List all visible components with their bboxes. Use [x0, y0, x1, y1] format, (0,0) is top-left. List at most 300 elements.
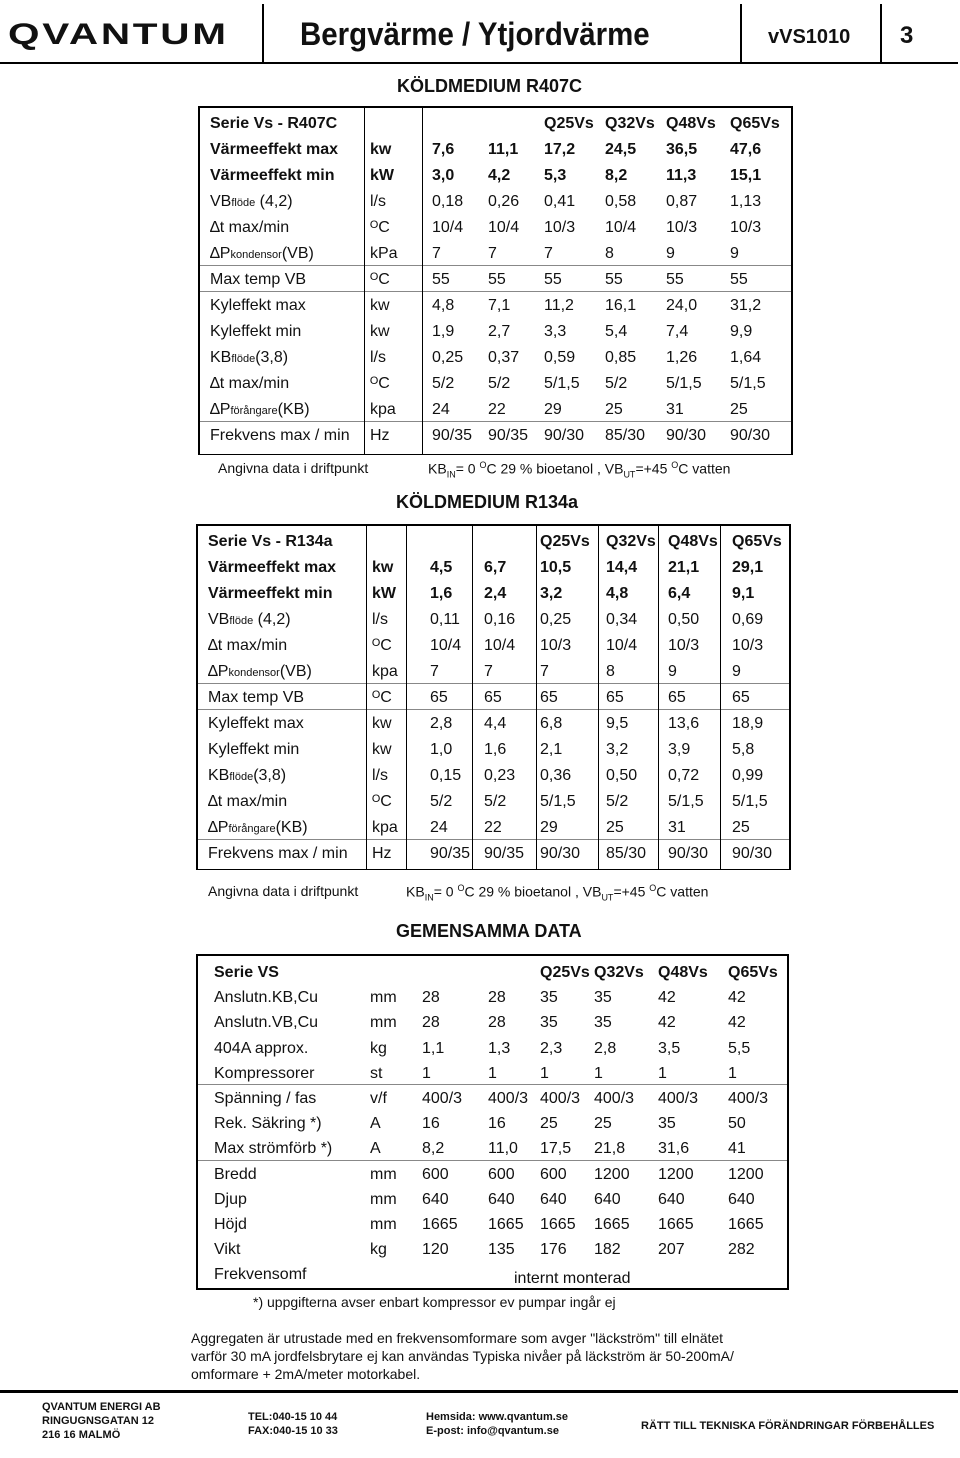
r134a-table [196, 524, 791, 870]
value-cell: 1665 [540, 1216, 576, 1233]
value-cell: 2,1 [540, 741, 563, 758]
t2-note-label: Angivna data i driftpunkt [208, 883, 359, 899]
value-cell: 25 [605, 401, 623, 418]
value-cell: 24 [432, 401, 450, 418]
row-label: Värmeeffekt max [208, 559, 337, 576]
value-cell: 4,5 [430, 559, 453, 576]
footer-address: QVANTUM ENERGI AB RINGUGNSGATAN 12 216 16 MALMÖ [42, 1401, 161, 1441]
value-cell: 1 [540, 1064, 549, 1082]
row-label: Kompressorer [214, 1064, 315, 1082]
table-row [198, 1010, 787, 1036]
value-cell: 55 [730, 271, 748, 288]
page-title: Bergvärme / Ytjordvärme [300, 16, 650, 52]
value-cell: 6,4 [668, 585, 691, 602]
row-label: Max temp VB [210, 271, 307, 288]
row-divider [200, 265, 791, 266]
value-cell: 8 [605, 245, 614, 262]
value-cell: 41 [728, 1140, 746, 1158]
row-label: ∆Pförångare(KB) [208, 819, 308, 836]
value-cell: 4,8 [606, 585, 629, 602]
value-cell: 10/3 [544, 219, 576, 236]
unit-cell: kw [372, 741, 392, 758]
row-label: Värmeeffekt max [210, 141, 339, 158]
value-cell: 21,1 [668, 559, 700, 576]
value-cell: Q48Vs [668, 533, 718, 550]
value-cell: 0,58 [605, 193, 637, 210]
value-cell: 1,9 [432, 323, 455, 340]
value-cell: 16 [422, 1115, 440, 1133]
row-label: ∆Pförångare(KB) [210, 401, 310, 418]
table-row [198, 1036, 787, 1062]
row-divider [198, 683, 789, 684]
t1-note: $KB_{IN}= 0$ $^O$C 29 % bioetanol , $VB_{UT}=+45$ $^O$C vatten [428, 460, 731, 480]
value-cell: 600 [540, 1165, 567, 1183]
value-cell: 640 [488, 1190, 515, 1208]
value-cell: 11,1 [488, 141, 519, 158]
page-header [0, 4, 958, 64]
value-cell: 10/3 [540, 637, 572, 654]
value-cell: 0,50 [606, 767, 638, 784]
row-label: ∆Pkondensor(VB) [210, 245, 314, 262]
value-cell: 1665 [422, 1216, 458, 1233]
value-cell: 3,2 [606, 741, 629, 758]
value-cell: 7 [540, 663, 549, 680]
column-divider [364, 108, 365, 454]
value-cell: 5/2 [484, 793, 507, 810]
unit-cell: kg [370, 1241, 387, 1259]
unit-cell: ᴼC [372, 637, 392, 654]
value-cell: 31,2 [730, 297, 762, 314]
value-cell: 182 [594, 1241, 621, 1259]
value-cell: 207 [658, 1241, 685, 1259]
value-cell: 3,9 [668, 741, 691, 758]
footer-web [426, 1410, 568, 1438]
table-row [200, 423, 791, 449]
value-cell: Q32Vs [605, 115, 655, 132]
value-cell: 3,5 [658, 1039, 681, 1057]
value-cell: 1 [658, 1064, 667, 1082]
value-cell: 640 [594, 1190, 621, 1208]
model-number: vVS1010 [768, 26, 851, 48]
column-divider [536, 526, 537, 869]
value-cell: 5,5 [728, 1039, 751, 1057]
value-cell: 0,11 [430, 611, 460, 628]
value-cell: 5/1,5 [666, 375, 702, 392]
value-cell: 42 [658, 989, 676, 1007]
unit-cell: kw [372, 559, 394, 576]
unit-cell: v/f [370, 1090, 387, 1107]
value-cell: 18,9 [732, 715, 764, 732]
row-label: Värmeeffekt min [208, 585, 333, 602]
unit-cell: st [370, 1064, 383, 1082]
value-cell: 1200 [658, 1165, 694, 1183]
value-cell: 90/35 [432, 427, 473, 444]
table-row [198, 815, 789, 841]
website-link[interactable]: Hemsida: www.qvantum.se [426, 1411, 569, 1423]
t3-footnote: *) uppgifterna avser enbart kompressor ev pumpar ingår ej [253, 1294, 616, 1310]
value-cell: 55 [544, 271, 562, 288]
value-cell: 600 [422, 1165, 449, 1183]
unit-cell: kw [372, 715, 392, 732]
value-cell: 0,18 [432, 193, 464, 210]
t1-note-label: Angivna data i driftpunkt [218, 460, 369, 476]
value-cell: 5,3 [544, 167, 567, 184]
unit-cell: A [370, 1140, 381, 1158]
value-cell: 65 [540, 689, 558, 706]
row-divider [198, 1084, 787, 1085]
value-cell: 3,2 [540, 585, 563, 602]
value-cell: 7,1 [488, 297, 511, 314]
value-cell: 9,9 [730, 323, 753, 340]
value-cell: 50 [728, 1115, 746, 1133]
value-cell: internt monterad [514, 1270, 631, 1288]
value-cell: 29 [540, 819, 558, 836]
unit-cell: ᴼC [370, 219, 390, 236]
value-cell: 29 [544, 401, 562, 418]
info-text: Aggregaten är utrustade med en frekvensomformare som avger "läckström" till elnätet varför 30 mA jordfelsbrytare ej kan användas Typiska nivåer på läckström är 50-200mA/ omformare + 2mA/meter motorkabel. [191, 1330, 734, 1382]
unit-cell: mm [370, 1190, 397, 1208]
value-cell: 90/30 [544, 427, 585, 444]
unit-cell: kw [370, 297, 390, 314]
row-label: VBflöde (4,2) [208, 611, 291, 628]
table-row [198, 763, 789, 789]
value-cell: 400/3 [488, 1090, 529, 1107]
page-number: 3 [900, 22, 914, 49]
email-link[interactable]: E-post: info@qvantum.se [426, 1425, 559, 1437]
table-row [200, 293, 791, 319]
value-cell: 400/3 [728, 1090, 769, 1107]
row-label: KBflöde(3,8) [208, 767, 287, 784]
value-cell: 28 [488, 1014, 506, 1032]
value-cell: 0,72 [668, 767, 700, 784]
value-cell: 1,6 [430, 585, 453, 602]
table-row [198, 659, 789, 685]
footer-rule [0, 1390, 958, 1393]
table-row [198, 1061, 787, 1087]
row-label: ∆t max/min [210, 375, 290, 392]
value-cell: 10,5 [540, 559, 572, 576]
value-cell: 2,8 [430, 715, 453, 732]
row-label: Frekvens max / min [208, 845, 348, 862]
value-cell: 55 [488, 271, 506, 288]
value-cell: 16 [488, 1115, 506, 1133]
row-divider [200, 421, 791, 422]
table-row [198, 841, 789, 867]
footer-phone: TEL:040-15 10 44 FAX:040-15 10 33 [248, 1411, 338, 1437]
value-cell: 4,4 [484, 715, 507, 732]
column-divider [422, 108, 423, 454]
value-cell: 24,5 [605, 141, 637, 158]
value-cell: 28 [488, 989, 506, 1007]
value-cell: 0,15 [430, 767, 462, 784]
value-cell: 5/1,5 [732, 793, 768, 810]
value-cell: 10/4 [605, 219, 637, 236]
t2-title: KÖLDMEDIUM R134a [396, 492, 579, 512]
value-cell: 65 [606, 689, 624, 706]
column-divider [598, 526, 599, 869]
unit-cell: kpa [372, 663, 398, 680]
value-cell: 9 [668, 663, 677, 680]
value-cell: 400/3 [594, 1090, 635, 1107]
value-cell: 400/3 [540, 1090, 581, 1107]
table-row [198, 789, 789, 815]
table-row [200, 345, 791, 371]
value-cell: 36,5 [666, 141, 698, 158]
value-cell: 640 [728, 1190, 755, 1208]
value-cell: 0,87 [666, 193, 698, 210]
value-cell: 11,2 [544, 297, 574, 314]
row-divider [200, 291, 791, 292]
value-cell: 10/3 [730, 219, 762, 236]
value-cell: 7 [488, 245, 497, 262]
value-cell: 135 [488, 1241, 515, 1259]
value-cell: 13,6 [668, 715, 700, 732]
value-cell: 90/35 [484, 845, 525, 862]
value-cell: 31 [668, 819, 686, 836]
row-label: 404A approx. [214, 1039, 309, 1057]
value-cell: 14,4 [606, 559, 638, 576]
value-cell: 8,2 [422, 1140, 445, 1158]
value-cell: 10/4 [430, 637, 462, 654]
table-row [200, 397, 791, 423]
value-cell: 1 [728, 1064, 737, 1082]
value-cell: 10/4 [488, 219, 520, 236]
table-row [200, 189, 791, 215]
table-row [200, 241, 791, 267]
value-cell: 25 [730, 401, 748, 418]
value-cell: 65 [668, 689, 686, 706]
value-cell: 65 [430, 689, 448, 706]
value-cell: 0,25 [540, 611, 572, 628]
value-cell: Q25Vs [540, 533, 590, 550]
value-cell: 90/30 [730, 427, 771, 444]
value-cell: 0,23 [484, 767, 516, 784]
value-cell: 85/30 [606, 845, 647, 862]
column-divider [472, 526, 473, 869]
value-cell: 9,1 [732, 585, 755, 602]
value-cell: Q25Vs [540, 964, 590, 981]
value-cell: 5/1,5 [730, 375, 766, 392]
value-cell: 5/2 [605, 375, 628, 392]
value-cell: 55 [666, 271, 684, 288]
value-cell: 42 [728, 989, 746, 1007]
unit-cell: ᴼC [372, 793, 392, 810]
row-label: VBflöde (4,2) [210, 193, 293, 210]
table-row [200, 215, 791, 241]
value-cell: 5/1,5 [668, 793, 704, 810]
table-row [198, 1162, 787, 1188]
row-label: Frekvensomf [214, 1266, 307, 1284]
value-cell: 25 [606, 819, 624, 836]
value-cell: 2,3 [540, 1039, 563, 1057]
row-label: Höjd [214, 1216, 247, 1233]
value-cell: 3,3 [544, 323, 567, 340]
value-cell: 1665 [488, 1216, 524, 1233]
value-cell: 2,7 [488, 323, 511, 340]
unit-cell: mm [370, 1014, 397, 1032]
column-divider [406, 526, 407, 869]
value-cell: 5/2 [430, 793, 453, 810]
row-label: Kyleffekt min [208, 741, 300, 758]
value-cell: 22 [488, 401, 506, 418]
footer-rights: RÄTT TILL TEKNISKA FÖRÄNDRINGAR FÖRBEHÅLLES [641, 1420, 935, 1432]
row-label: Vikt [214, 1241, 241, 1259]
value-cell: 17,5 [540, 1140, 572, 1158]
row-label: Värmeeffekt min [210, 167, 335, 184]
value-cell: 5/2 [606, 793, 629, 810]
value-cell: 9 [732, 663, 741, 680]
table-row [198, 685, 789, 711]
row-label: Anslutn.KB,Cu [214, 989, 319, 1007]
value-cell: Q32Vs [606, 533, 656, 550]
row-label: Serie Vs - R134a [208, 533, 333, 550]
value-cell: 4,2 [488, 167, 511, 184]
value-cell: 1,0 [430, 741, 453, 758]
value-cell: 400/3 [658, 1090, 699, 1107]
value-cell: 1,64 [730, 349, 762, 366]
value-cell: 0,41 [544, 193, 576, 210]
value-cell: 0,59 [544, 349, 576, 366]
value-cell: 282 [728, 1241, 755, 1259]
row-label: Bredd [214, 1165, 257, 1183]
value-cell: 21,8 [594, 1140, 626, 1158]
table-row [198, 1136, 787, 1162]
value-cell: 35 [594, 989, 612, 1007]
table-row [198, 555, 789, 581]
value-cell: 1200 [594, 1165, 630, 1183]
value-cell: 15,1 [730, 167, 762, 184]
row-label: Kyleffekt max [210, 297, 306, 314]
value-cell: 176 [540, 1241, 567, 1259]
value-cell: 7 [430, 663, 439, 680]
value-cell: 6,7 [484, 559, 507, 576]
table-row [198, 737, 789, 763]
value-cell: 17,2 [544, 141, 576, 158]
value-cell: 25 [732, 819, 750, 836]
row-label: ∆t max/min [210, 219, 290, 236]
value-cell: 5/1,5 [540, 793, 576, 810]
value-cell: 90/30 [666, 427, 707, 444]
unit-cell: kw [370, 141, 392, 158]
value-cell: 16,1 [605, 297, 637, 314]
value-cell: Q65Vs [728, 964, 778, 981]
value-cell: 65 [732, 689, 750, 706]
unit-cell: kg [370, 1039, 387, 1057]
value-cell: 120 [422, 1241, 449, 1259]
unit-cell: A [370, 1115, 381, 1133]
value-cell: 10/4 [606, 637, 638, 654]
row-label: ∆t max/min [208, 793, 288, 810]
row-label: Kyleffekt min [210, 323, 302, 340]
t2-note: $KB_{IN}= 0$ $^O$C 29 % bioetanol , $VB_{UT}=+45$ $^O$C vatten [406, 883, 709, 903]
unit-cell: kW [370, 167, 394, 184]
value-cell: 7 [432, 245, 441, 262]
value-cell: 55 [605, 271, 623, 288]
value-cell: 5,4 [605, 323, 628, 340]
table-row [198, 1212, 787, 1238]
value-cell: 90/30 [540, 845, 581, 862]
row-label: ∆Pkondensor(VB) [208, 663, 312, 680]
table-row [198, 985, 787, 1011]
row-label: Max temp VB [208, 689, 305, 706]
value-cell: 1 [422, 1064, 431, 1082]
value-cell: 90/30 [732, 845, 773, 862]
value-cell: 90/30 [668, 845, 709, 862]
table-row [198, 1237, 787, 1263]
value-cell: 10/4 [432, 219, 464, 236]
value-cell: 65 [484, 689, 502, 706]
value-cell: 7 [544, 245, 553, 262]
row-label: Anslutn.VB,Cu [214, 1014, 319, 1032]
unit-cell: mm [370, 1165, 397, 1183]
value-cell: 42 [658, 1014, 676, 1032]
value-cell: 1200 [728, 1165, 764, 1183]
unit-cell: kw [370, 323, 390, 340]
value-cell: 25 [594, 1115, 612, 1133]
value-cell: 1665 [594, 1216, 630, 1233]
value-cell: 35 [540, 1014, 558, 1032]
table-row [198, 1086, 787, 1112]
value-cell: Q65Vs [732, 533, 782, 550]
value-cell: 0,69 [732, 611, 764, 628]
common-data-table [196, 954, 789, 1290]
table-row [200, 267, 791, 293]
table-row [200, 163, 791, 189]
table-row [198, 960, 787, 986]
value-cell: 35 [594, 1014, 612, 1032]
value-cell: 85/30 [605, 427, 646, 444]
value-cell: 24 [430, 819, 448, 836]
value-cell: 0,25 [432, 349, 464, 366]
unit-cell: kW [372, 585, 396, 602]
table-row [200, 111, 791, 137]
unit-cell: kpa [372, 819, 398, 836]
row-label: Kyleffekt max [208, 715, 304, 732]
value-cell: 9 [730, 245, 739, 262]
value-cell: 640 [540, 1190, 567, 1208]
value-cell: 1 [488, 1064, 497, 1082]
row-label: ∆t max/min [208, 637, 288, 654]
value-cell: 22 [484, 819, 502, 836]
value-cell: 0,34 [606, 611, 638, 628]
table-row [198, 633, 789, 659]
value-cell: 5,8 [732, 741, 755, 758]
row-label: KBflöde(3,8) [210, 349, 289, 366]
value-cell: 3,0 [432, 167, 455, 184]
table-row [200, 319, 791, 345]
row-label: Spänning / fas [214, 1090, 317, 1107]
r407c-table [198, 106, 793, 455]
value-cell: 0,37 [488, 349, 520, 366]
value-cell: Q25Vs [544, 115, 594, 132]
unit-cell: Hz [372, 845, 392, 862]
value-cell: 0,26 [488, 193, 520, 210]
table-row [200, 137, 791, 163]
unit-cell: l/s [372, 767, 388, 784]
value-cell: 1,3 [488, 1039, 511, 1057]
table-row [198, 607, 789, 633]
unit-cell: mm [370, 1216, 397, 1233]
table-row [198, 581, 789, 607]
column-divider [720, 526, 721, 869]
value-cell: 0,36 [540, 767, 572, 784]
value-cell: 90/35 [488, 427, 529, 444]
value-cell: 1,1 [422, 1039, 445, 1057]
value-cell: 1,6 [484, 741, 507, 758]
unit-cell: ᴼC [370, 271, 390, 288]
value-cell: 2,4 [484, 585, 507, 602]
table-row [198, 1262, 787, 1288]
